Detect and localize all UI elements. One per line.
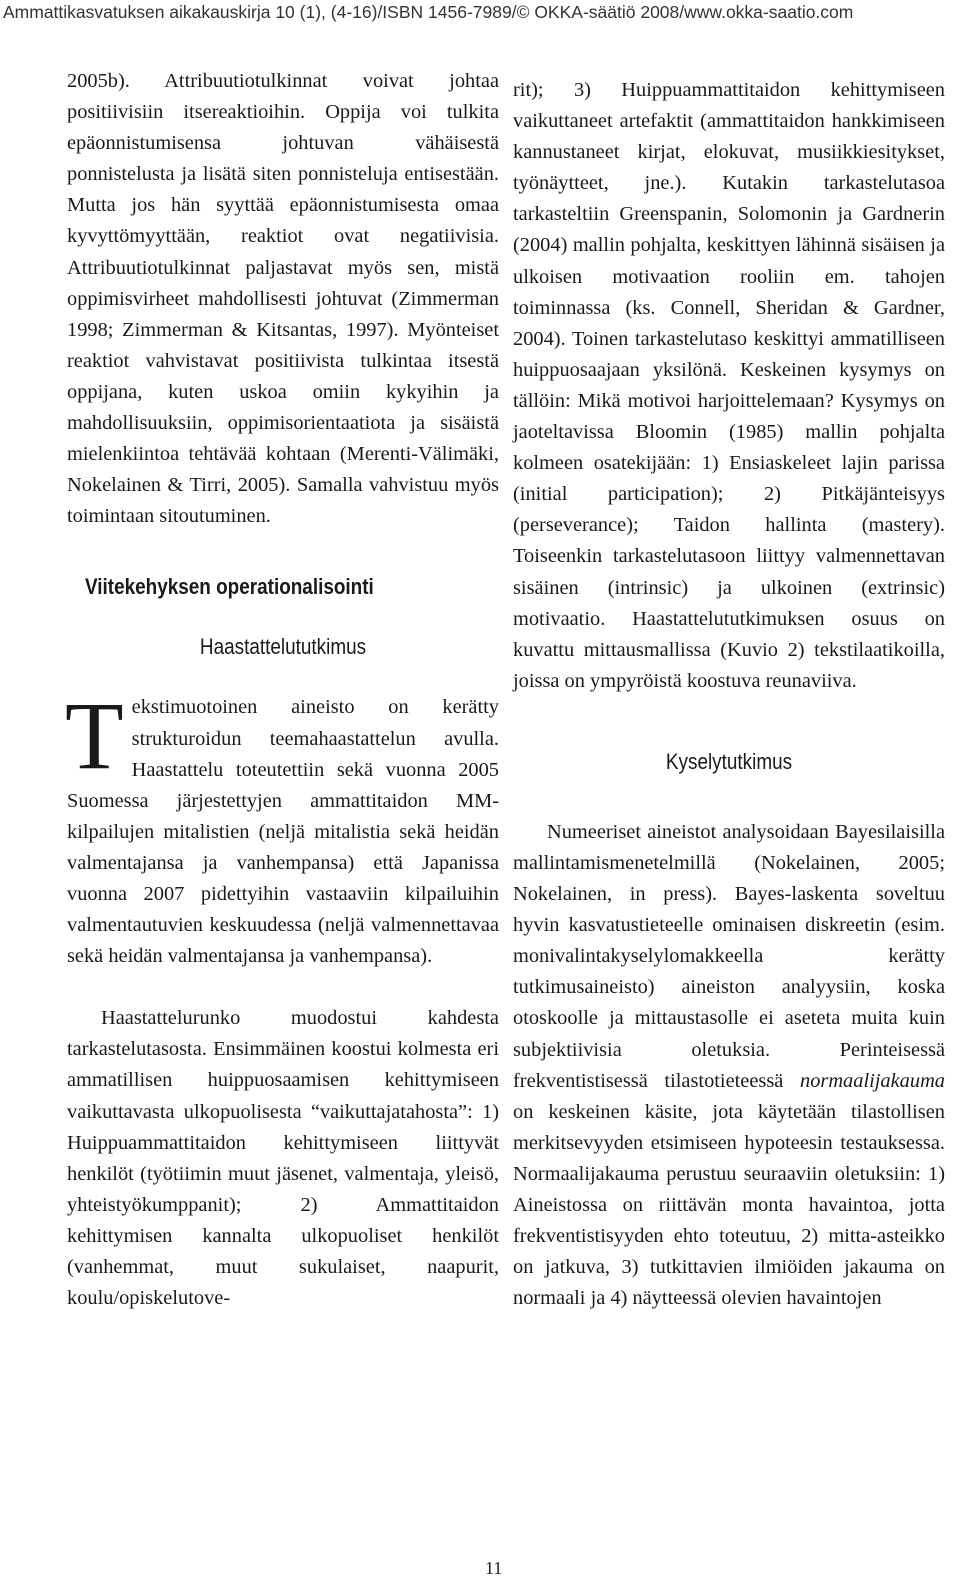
- drop-cap-letter: T: [65, 682, 124, 790]
- subsection-heading: Haastattelututkimus: [199, 634, 367, 660]
- body-text-part: Numeeriset aineistot analysoidaan Bayesilaisilla mallintamismenetelmillä (Nokelainen, 2005; Nokelainen, in press). Bayes-laskenta soveltuu hyvin kasvatustieteelle ominaisen diskreetin (esim. monivalintakyselylomakkeella kerätty tutkimusaineisto) aineiston analyysiin, koska otoskoolle ja mittaustasolle ei aseteta muita kuin subjektiivisia oletuksia. Perinteisessä frekventistisessä tilastotieteessä: [513, 820, 945, 1092]
- section-heading: Viitekehyksen operationalisointi: [85, 574, 374, 600]
- body-paragraph: 2005b). Attribuutiotulkinnat voivat johtaa positiivisiin itsereaktioihin. Oppija voi tulkita epäonnistumisensa johtuvan vähäisestä ponnistelusta ja lisätä siten ponnisteluja entisestään. Mutta jos hän syyttää epäonnistumisesta omaa kyvyttömyyttään, reaktiot ovat negatiivisia. Attribuutiotulkinnat paljastavat myös sen, mistä oppimisvirheet mahdollisesti johtuvat (Zimmerman 1998; Zimmerman & Kitsantas, 1997). Myönteiset reaktiot vahvistavat positiivista tulkintaa itsestä oppijana, kuten uskoa omiin kykyihin ja mahdollisuuksiin, oppimisorientaatiota ja sisäistä mielenkiintoa tehtävää kohtaan (Merenti-Välimäki, Nokelainen & Tirri, 2005). Samalla vahvistuu myös toimintaan sitoutuminen.: [67, 70, 499, 528]
- emphasis-term: normaalijakauma: [800, 1069, 945, 1092]
- body-paragraph: Haastattelurunko muodostui kahdesta tarkastelutasosta. Ensimmäinen koostui kolmesta eri ammatillisen huippuosaamisen kehittymiseen vaikuttavasta ulkopuolisesta “vaikuttajatahosta”: 1) Huippuammattitaidon kehittymiseen liittyvät henkilöt (työtiimin muut jäsenet, valmentaja, yleisö, yhteistyökumppanit); 2) Ammattitaidon kehittymisen kannalta ulkopuoliset henkilöt (vanhemmat, muut sukulaiset, naapurit, koulu/opiskelutove-: [67, 1007, 499, 1310]
- right-column: [513, 75, 945, 1314]
- body-paragraph: [513, 817, 945, 1315]
- running-header: Ammattikasvatuksen aikakauskirja 10 (1), (4-16)/ISBN 1456-7989/© OKKA-säätiö 2008/www.okka-saatio.com: [3, 2, 854, 22]
- subsection-heading: Kyselytutkimus: [665, 748, 793, 774]
- body-paragraph: rit); 3) Huippuammattitaidon kehittymiseen vaikuttaneet artefaktit (ammattitaidon hankkimiseen kannustaneet kirjat, elokuvat, musiikkiesitykset, työnäytteet, jne.). Kutakin tarkastelutasoa tarkasteltiin Greenspanin, Solomonin ja Gardnerin (2004) mallin pohjalta, keskittyen lähinnä sisäisen ja ulkoisen motivaation rooliin em. tahojen toiminnassa (ks. Connell, Sheridan & Gardner, 2004). Toinen tarkastelutaso keskittyi ammatilliseen huippuosaajaan yksilönä. Keskeinen kysymys on tällöin: Mikä motivoi harjoittelemaan? Kysymys on jaoteltavissa Bloomin (1985) mallin pohjalta kolmeen osatekijään: 1) Ensiaskeleet lajin parissa (initial participation); 2) Pitkäjänteisyys (perseverance); Taidon hallinta (mastery). Toiseenkin tarkastelutasoon liittyy valmennettavan sisäinen (intrinsic) ja ulkoinen (extrinsic) motivaatio. Haastattelututkimuksen osuus on kuvattu mittausmallissa (Kuvio 2) tekstilaatikoilla, joissa on ympyröistä koostuva reunaviiva.: [513, 79, 945, 692]
- body-paragraph-text: ekstimuotoinen aineisto on kerätty strukturoidun teemahaastattelun avulla. Haastattelu toteutettiin sekä vuonna 2005 Suomessa järjestettyjen ammattitaidon MM-kilpailujen mitalistien (neljä mitalistia sekä heidän valmentajansa ja vanhempansa) että Japanissa vuonna 2007 pidettyihin vastaaviin kilpailuihin valmentautuvien keskuudessa (neljä valmennettavaa sekä heidän valmentajansa ja vanhempansa).: [67, 696, 499, 968]
- left-column: [67, 66, 499, 1314]
- body-text-part: on keskeinen käsite, jota käytetään tilastollisen merkitsevyyden etsimiseen hypoteesin testauksessa. Normaalijakauma perustuu seuraaviin oletuksiin: 1) Aineistossa on riittävän monta havaintoa, jotta frekventistisyyden ehto toteutuu, 2) mitta-asteikko on jatkuva, 3) tutkittavien ilmiöiden jakauma on normaali ja 4) näytteessä olevien havaintojen: [513, 1100, 945, 1310]
- body-paragraph-dropcap: [65, 682, 499, 972]
- page-number: 11: [485, 1558, 503, 1578]
